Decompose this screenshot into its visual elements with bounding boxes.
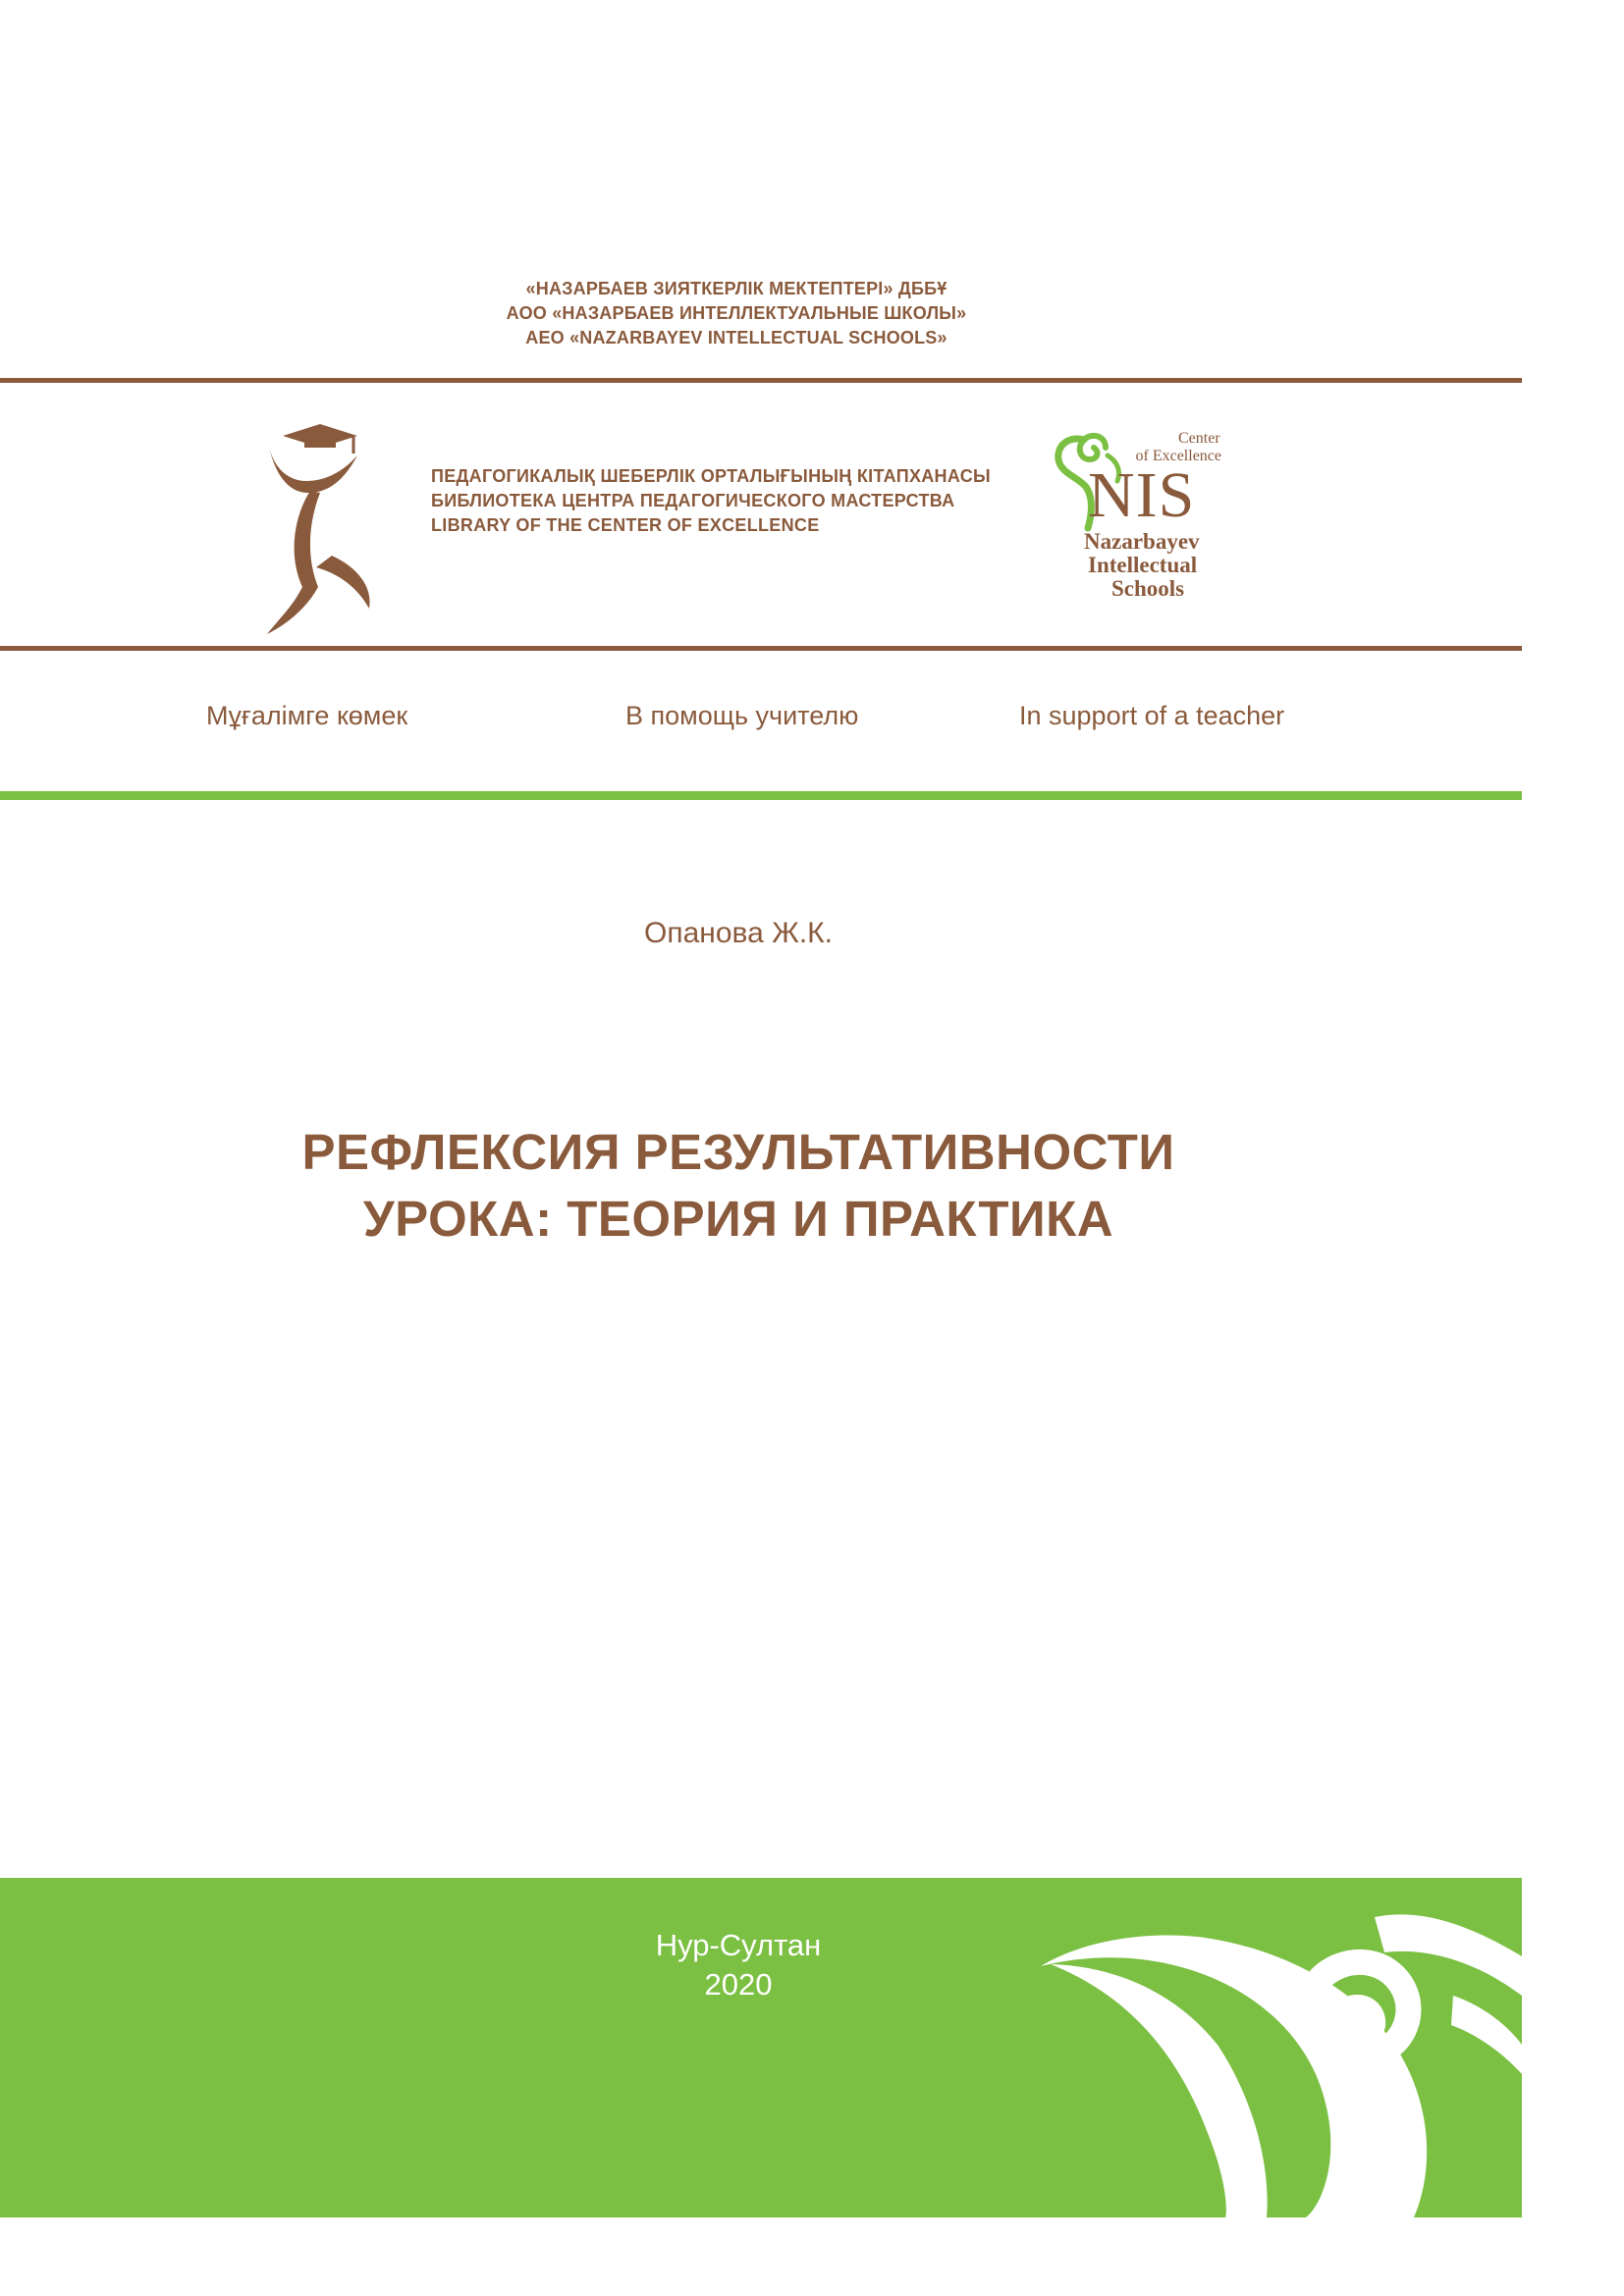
graduate-figure-icon	[263, 420, 387, 636]
organization-names	[0, 277, 1473, 350]
author-name: Опанова Ж.К.	[644, 917, 833, 949]
book-title	[0, 1119, 1477, 1253]
library-name-english: LIBRARY OF THE CENTER OF EXCELLENCE	[431, 515, 820, 535]
library-name-kazakh: ПЕДАГОГИКАЛЫҚ ШЕБЕРЛІК ОРТАЛЫҒЫНЫҢ КІТАПХАНАСЫ	[431, 466, 991, 486]
publication-city: Нур-Султан	[655, 1928, 822, 1962]
title-line-2: УРОКА: ТЕОРИЯ И ПРАКТИКА	[362, 1191, 1114, 1247]
nis-logo	[1049, 426, 1235, 613]
top-divider	[0, 378, 1522, 383]
green-divider	[0, 791, 1522, 800]
nis-center-label: Center	[1178, 430, 1220, 447]
nis-name-2: Intellectual	[1088, 553, 1198, 577]
nis-excellence-label: of Excellence	[1135, 448, 1221, 464]
org-name-russian: АОО «НАЗАРБАЕВ ИНТЕЛЛЕКТУАЛЬНЫЕ ШКОЛЫ»	[506, 303, 967, 323]
library-name-russian: БИБЛИОТЕКА ЦЕНТРА ПЕДАГОГИЧЕСКОГО МАСТЕРСТВА	[431, 491, 955, 510]
nis-name-1: Nazarbayev	[1084, 529, 1200, 554]
title-line-1: РЕФЛЕКСИЯ РЕЗУЛЬТАТИВНОСТИ	[301, 1124, 1175, 1180]
series-label-english: In support of a teacher	[1019, 701, 1285, 730]
nis-brand: NIS	[1088, 459, 1196, 531]
publication-place-year	[0, 1926, 1477, 2004]
org-name-kazakh: «НАЗАРБАЕВ ЗИЯТКЕРЛІК МЕКТЕПТЕРІ» ДББҰ	[525, 279, 947, 298]
nis-name-3: Schools	[1111, 576, 1185, 601]
middle-divider	[0, 646, 1522, 651]
library-names	[431, 464, 991, 538]
publication-year: 2020	[704, 1967, 773, 2002]
series-label-russian: В помощь учителю	[625, 701, 859, 730]
series-label-kazakh: Мұғалімге көмек	[206, 701, 408, 730]
org-name-english: AEO «NAZARBAYEV INTELLECTUAL SCHOOLS»	[525, 328, 947, 347]
